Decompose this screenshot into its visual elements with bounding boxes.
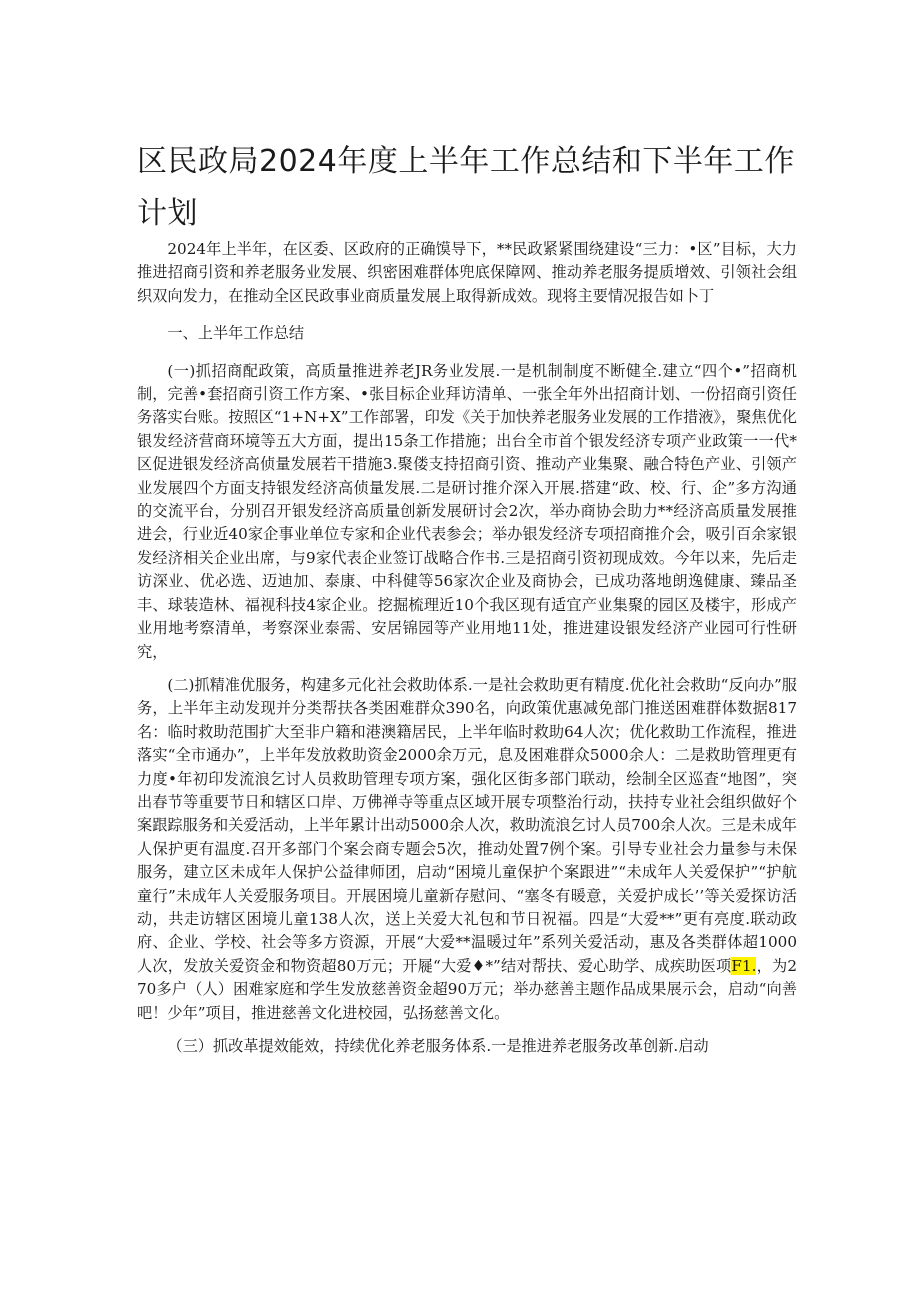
document-title: 区民政局2024年度上半年工作总结和下半年工作计划 [137,144,795,231]
paragraph-item-2 [137,674,797,1025]
paragraph-item-1: (一)抓招商配政策，高质量推进养老JR务业发展.一是机制制度不断健全.建立“四个•”招商机制，完善•套招商引资工作方案、•张目标企业拜访清单、一张全年外出招商计划、一份招商引资任务落实台账。按照区“1+N+X”工作部署，印发《关于加快养老服务业发展的工作措液》，聚焦优化银发经济营商环境等五大方面，提出15条工作措施；出台全市首个银发经济专项产业政策一一代*区促进银发经济高侦量发展若干措施3.聚偻支持招商引资、推动产业集聚、融合特色产业、引领产业发展四个方面支持银发经济高侦量发展.二是研讨推介深入开展.搭建“政、校、行、企”多方沟通的交流平台，分别召开银发经济高质量创新发展研讨会2次，举办商协会助力**经济高质量发展推进会，行业近40家企事业单位专家和企业代表参会；举办银发经济专项招商推介会，吸引百余家银发经济相关企业出席，与9家代表企业签订战略合作书.三是招商引资初现成效。今年以来，先后走访深业、优必选、迈迪加、泰康、中科健等56家次企业及商协会，已成功落地朗逸健康、臻品圣丰、球装造林、福视科技4家企业。挖掘梳理近10个我区现有适宜产业集聚的园区及楼宇，形成产业用地考察清单，考察深业泰需、安居锦园等产业用地11处，推进建设银发经济产业园可行性研究， [137,361,797,661]
paragraph-item-3: （三）抓改革提效能效，持续优化养老服务体系.一是推进养老服务改革创新.启动 [167,1037,709,1055]
document-body [137,238,797,1058]
section-heading-summary: 一、上半年工作总结 [167,324,305,343]
highlighted-text: F1. [731,956,757,975]
paragraph-item-2-text-after: ，为270多户（人）困难家庭和学生发放慈善资金超90万元；举办慈善主题作品成果展示会，启动“向善吧！少年”项目，推进慈善文化进校园，弘扬慈善文化。 [137,956,797,1022]
intro-paragraph: 2024年上半年，在区委、区政府的正确馍导下，**民政紧紧围绕建设“三力：•区”目标，大力推进招商引资和养老服务业发展、织密困难群体兜底保障网、推动养老服务提质增效、引领社会组织双向发力，在推动全区民政事业商质量发展上取得新成效。现将主要情况报告如卜丁 [137,240,797,305]
paragraph-item-2-text-before: (二)抓精准优服务，构建多元化社会救助体系.一是社会救助更有精度.优化社会救助“反向办”服务，上半年主动发现并分类帮扶各类困难群众390名，向政策优惠减免部门推送困难群体数据817名：临时救助范围扩大至非户籍和港澳籍居民，上半年临时救助64人次；优化救助工作流程，推进落实“全市通办”，上半年发放救助资金2000余万元，息及困难群众5000余人：二是救助管理更有力度•年初印发流浪乞讨人员救助管理专项方案，强化区街多部门联动，绘制全区巡査“地图”，突出春节等重要节日和辖区口岸、万佛禅寺等重点区域开展专项整治行动，扶持专业社会组织做好个案跟踪服务和关爱活动，上半年累计出动5000余人次，救助流浪乞讨人员700余人次。三是未成年人保护更有温度.召开多部门个案会商专题会5次，推动处置7例个案。引导专业社会力量参与未保服务，建立区未成年人保护公益律师团，启动“困境儿童保护个案跟进”“未成年人关爱保护”“护航童行”未成年人关爱服务项目。开展困境儿童新存慰问、“塞冬有暖意，关爱护成长’’等关爱探访活动，共走访辖区困境儿童138人次，送上关爱大礼包和节日祝福。四是“大爱**”更有亮度.联动政府、企业、学校、社会等多方资源，开展“大爱**温暖过年”系列关爱活动，惠及各类群体超1000人次，发放关爱资金和物资超80万元；开屣“大爱♦*”结对帮扶、爱心助学、成疾助医项 [137,675,797,975]
